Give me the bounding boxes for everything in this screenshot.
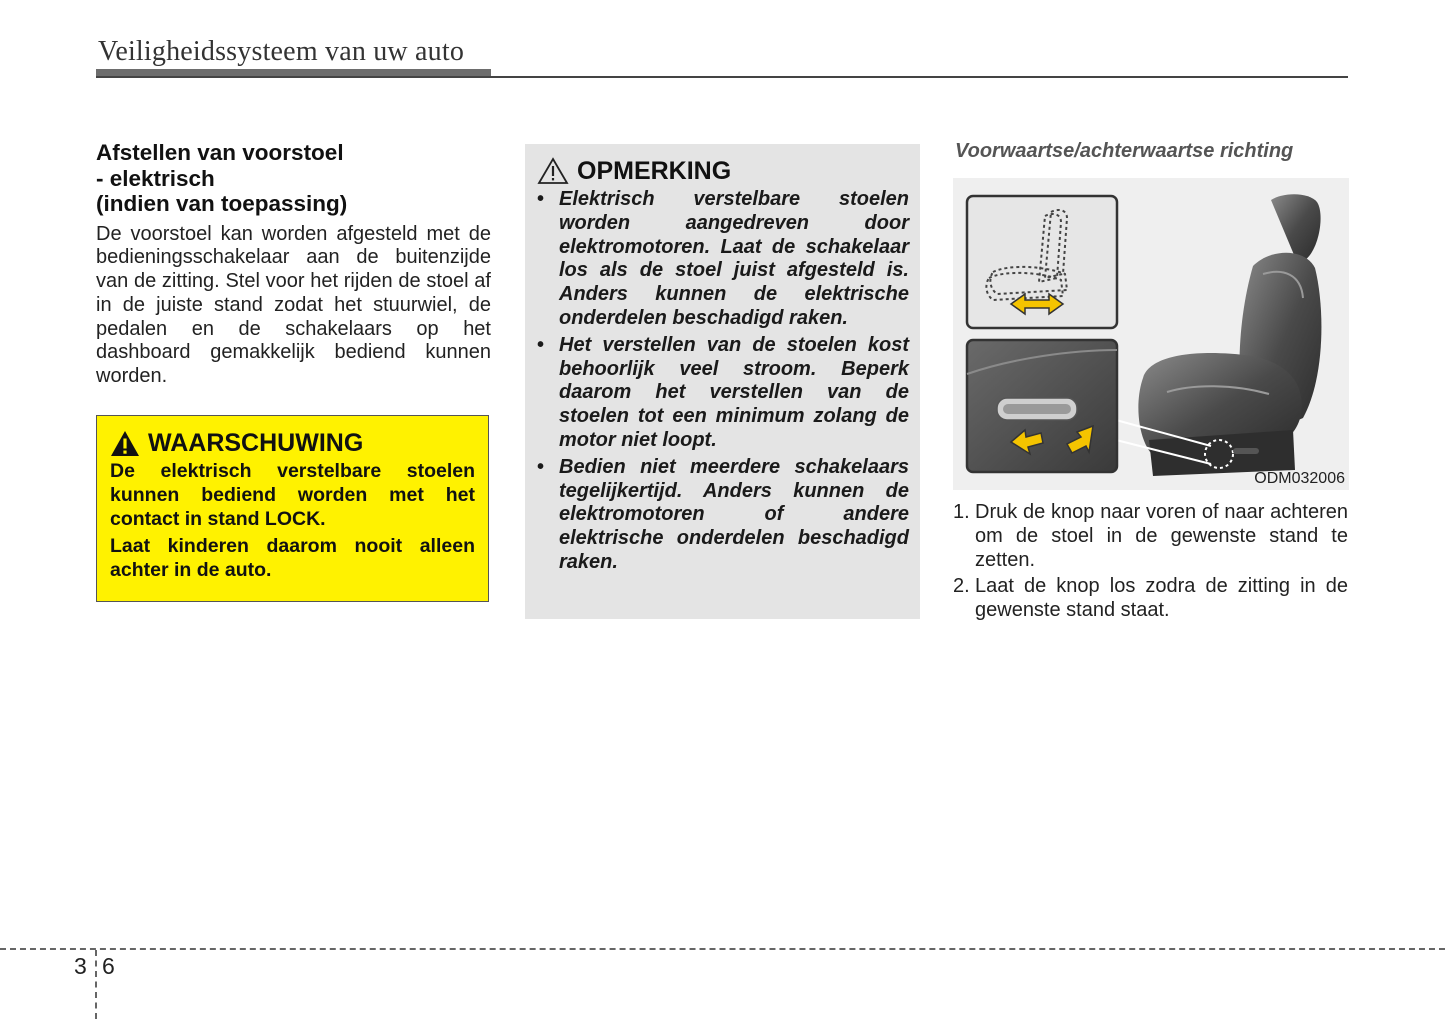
note-title: OPMERKING xyxy=(577,157,732,185)
step-1-number: 1. xyxy=(953,501,970,523)
warning-paragraph-2: Laat kinderen daarom nooit alleen achter in de auto. xyxy=(110,535,475,581)
caution-triangle-icon xyxy=(537,157,569,185)
section-title xyxy=(96,140,491,217)
note-item-3: • Bedien niet meerdere schakelaars tegelijkertijd. Anders kunnen de elektromotoren of andere elektrische onderdelen beschadigd raken. xyxy=(537,456,909,575)
page-number: 6 xyxy=(102,953,115,979)
section-title-line-1: Afstellen van voorstoel xyxy=(96,140,344,165)
footer-dashed-divider xyxy=(95,950,97,1019)
warning-box xyxy=(96,415,489,602)
seat-illustration xyxy=(953,178,1349,490)
warning-title: WAARSCHUWING xyxy=(148,429,364,457)
switch-panel-inset xyxy=(967,340,1117,472)
seat-illustration-drawing xyxy=(953,178,1349,490)
note-list xyxy=(537,188,909,575)
figure-caption: Voorwaartse/achterwaartse richting xyxy=(955,140,1294,162)
steps-list xyxy=(953,501,1348,626)
section-body: De voorstoel kan worden afgesteld met de bedieningsschakelaar aan de buitenzijde van de zitting. Stel voor het rijden de stoel af in de juiste stand zodat het stuurwiel, de pedalen en de schakelaars op het dashboard gemakkelijk bediend kunnen worden. xyxy=(96,222,491,388)
warning-paragraph-1: De elektrisch verstelbare stoelen kunnen bediend worden met het contact in stand LOCK. xyxy=(110,460,475,530)
footer-dashed-rule xyxy=(0,948,1445,950)
note-box xyxy=(525,144,920,619)
note-heading xyxy=(537,156,909,186)
section-column xyxy=(96,140,491,389)
header-rule xyxy=(96,76,1348,78)
seat-movement-inset xyxy=(967,196,1117,328)
step-1-text: Druk de knop naar voren of naar achteren om de stoel in de gewenste stand te zetten. xyxy=(975,501,1348,571)
step-2 xyxy=(953,575,1348,623)
page-chapter-number: 3 xyxy=(74,953,87,979)
section-title-line-2: - elektrisch xyxy=(96,165,215,191)
note-item-1: • Elektrisch verstelbare stoelen worden aangedreven door elektromotoren. Laat de schakelaar los als de stoel juist afgesteld is. Anders kunnen de elektrische onderdelen beschadigd raken. xyxy=(537,188,909,331)
section-title-line-3: (indien van toepassing) xyxy=(96,191,348,216)
step-1 xyxy=(953,501,1348,572)
note-item-2: • Het verstellen van de stoelen kost behoorlijk veel stroom. Beperk daarom het verstellen van de stoelen tot een minimum zolang de motor niet loopt. xyxy=(537,334,909,453)
figure-code: ODM032006 xyxy=(1254,470,1345,487)
step-2-number: 2. xyxy=(953,575,970,598)
warning-triangle-icon xyxy=(110,430,140,457)
page-header-title: Veiligheidssysteem van uw auto xyxy=(98,36,465,67)
step-2-text: Laat de knop los zodra de zitting in de gewenste stand staat. xyxy=(975,575,1348,622)
warning-heading xyxy=(110,428,475,458)
